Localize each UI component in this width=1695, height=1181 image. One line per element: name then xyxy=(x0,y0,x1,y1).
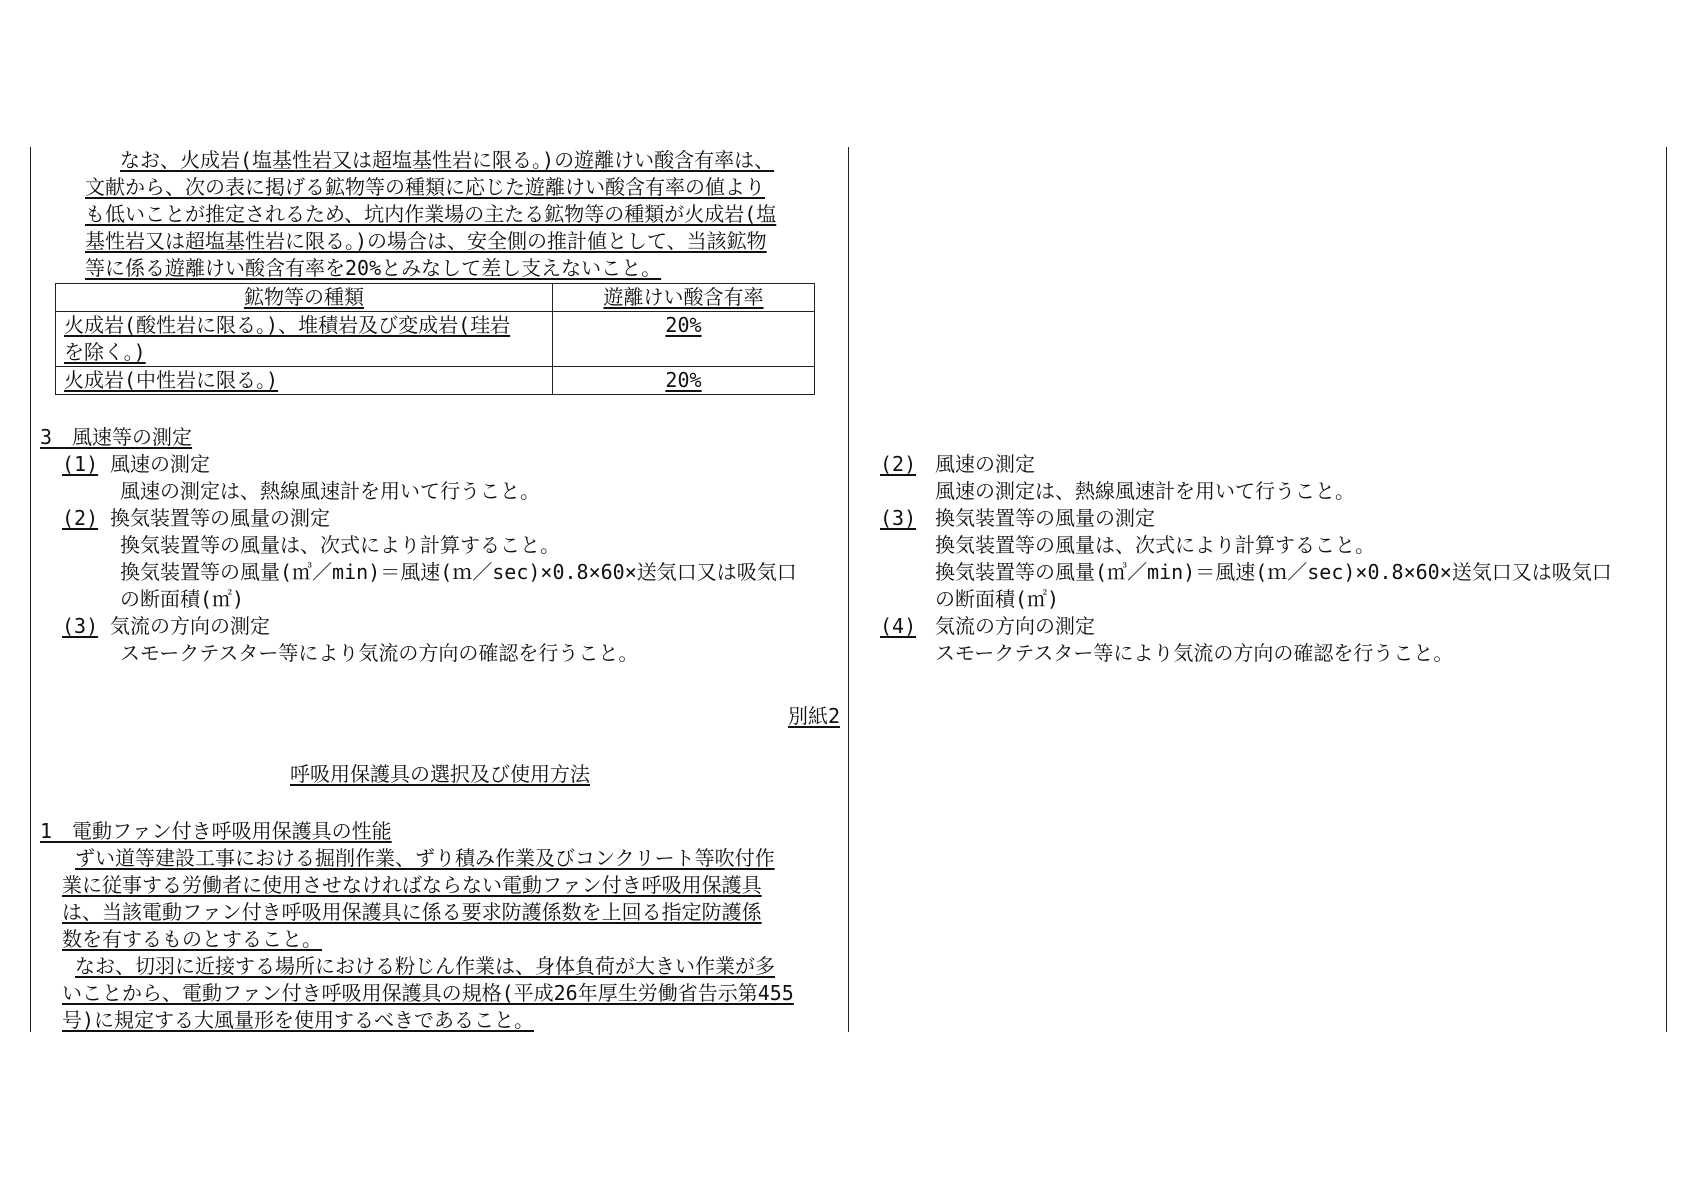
ore-type-line-2: を除く。) xyxy=(64,340,146,364)
silica-content-table xyxy=(55,283,815,395)
section-3 xyxy=(40,424,797,667)
formula-line: 換気装置等の風量(㎥／min)＝風速(ｍ／sec)×0.8×60×送気口又は吸気口 xyxy=(935,560,1612,584)
attachment-label: 別紙2 xyxy=(787,704,840,728)
item-heading: 風速の測定 xyxy=(935,452,1035,476)
ore-type-cell xyxy=(56,312,553,367)
para1-line-4: 数を有するものとすること。 xyxy=(62,927,322,951)
center-divider-line xyxy=(848,147,849,1032)
section-1 xyxy=(40,818,794,1034)
item-heading: 換気装置等の風量の測定 xyxy=(110,506,330,530)
intro-line-4: 基性岩又は超塩基性岩に限る。)の場合は、安全側の推計値として、当該鉱物 xyxy=(85,229,767,253)
para1-line-2: 業に従事する労働者に使用させなければならない電動ファン付き呼吸用保護具 xyxy=(62,873,762,897)
para2-line-2: いことから、電動ファン付き呼吸用保護具の規格(平成26年厚生労働省告示第455 xyxy=(62,981,794,1005)
section-3-title: 3 風速等の測定 xyxy=(40,425,193,449)
item-body: スモークテスター等により気流の方向の確認を行うこと。 xyxy=(935,641,1454,665)
formula-tail: の断面積(㎡) xyxy=(935,587,1060,611)
ore-type-line-1: 火成岩(酸性岩に限る。)、堆積岩及び変成岩(珪岩 xyxy=(64,313,511,337)
item-number: (2) xyxy=(62,506,99,530)
item-heading: 気流の方向の測定 xyxy=(110,614,270,638)
left-border-line xyxy=(30,147,31,1032)
intro-line-2: 文献から、次の表に掲げる鉱物等の種類に応じた遊離けい酸含有率の値より xyxy=(85,175,765,199)
item-number: (1) xyxy=(62,452,99,476)
right-item-2 xyxy=(880,451,1612,478)
intro-paragraph xyxy=(40,147,776,282)
para1-line-1: ずい道等建設工事における掘削作業、ずり積み作業及びコンクリート等吹付作 xyxy=(75,846,775,870)
column-header-silica-ratio: 遊離けい酸含有率 xyxy=(552,284,814,312)
para2-line-1: なお、切羽に近接する場所における粉じん作業は、身体負荷が大きい作業が多 xyxy=(75,954,775,978)
item-heading: 換気装置等の風量の測定 xyxy=(935,506,1155,530)
silica-ratio-cell: 20% xyxy=(552,367,814,395)
item-body: スモークテスター等により気流の方向の確認を行うこと。 xyxy=(120,641,639,665)
formula-line: 換気装置等の風量(㎥／min)＝風速(ｍ／sec)×0.8×60×送気口又は吸気口 xyxy=(120,560,797,584)
item-body: 風速の測定は、熱線風速計を用いて行うこと。 xyxy=(935,479,1355,503)
intro-line-1: なお、火成岩(塩基性岩又は超塩基性岩に限る。)の遊離けい酸含有率は、 xyxy=(120,148,775,172)
item-number: (4) xyxy=(880,614,917,638)
silica-ratio-cell: 20% xyxy=(552,312,814,367)
document-title: 呼吸用保護具の選択及び使用方法 xyxy=(290,762,590,786)
item-body: 換気装置等の風量は、次式により計算すること。 xyxy=(120,533,560,557)
para2-line-3: 号)に規定する大風量形を使用するべきであること。 xyxy=(62,1008,535,1032)
column-header-ore-type: 鉱物等の種類 xyxy=(56,284,553,312)
right-item-4 xyxy=(880,613,1612,640)
ore-type-cell: 火成岩(中性岩に限る。) xyxy=(56,367,553,395)
item-body: 風速の測定は、熱線風速計を用いて行うこと。 xyxy=(120,479,540,503)
section-3-item-2 xyxy=(40,505,797,532)
table-header-row xyxy=(56,284,815,312)
section-3-item-1 xyxy=(40,451,797,478)
intro-line-5: 等に係る遊離けい酸含有率を20%とみなして差し支えないこと。 xyxy=(85,256,662,280)
item-body: 換気装置等の風量は、次式により計算すること。 xyxy=(935,533,1375,557)
right-item-3 xyxy=(880,505,1612,532)
right-section-items xyxy=(880,451,1612,667)
table-row xyxy=(56,367,815,395)
intro-line-3: も低いことが推定されるため、坑内作業場の主たる鉱物等の種類が火成岩(塩 xyxy=(85,202,777,226)
section-1-title: 1 電動ファン付き呼吸用保護具の性能 xyxy=(40,819,392,843)
right-border-line xyxy=(1666,147,1667,1032)
formula-tail: の断面積(㎡) xyxy=(120,587,245,611)
item-heading: 風速の測定 xyxy=(110,452,210,476)
para1-line-3: は、当該電動ファン付き呼吸用保護具に係る要求防護係数を上回る指定防護係 xyxy=(62,900,762,924)
table-row xyxy=(56,312,815,367)
section-3-item-3 xyxy=(40,613,797,640)
item-number: (3) xyxy=(880,506,917,530)
item-number: (2) xyxy=(880,452,917,476)
item-number: (3) xyxy=(62,614,99,638)
item-heading: 気流の方向の測定 xyxy=(935,614,1095,638)
